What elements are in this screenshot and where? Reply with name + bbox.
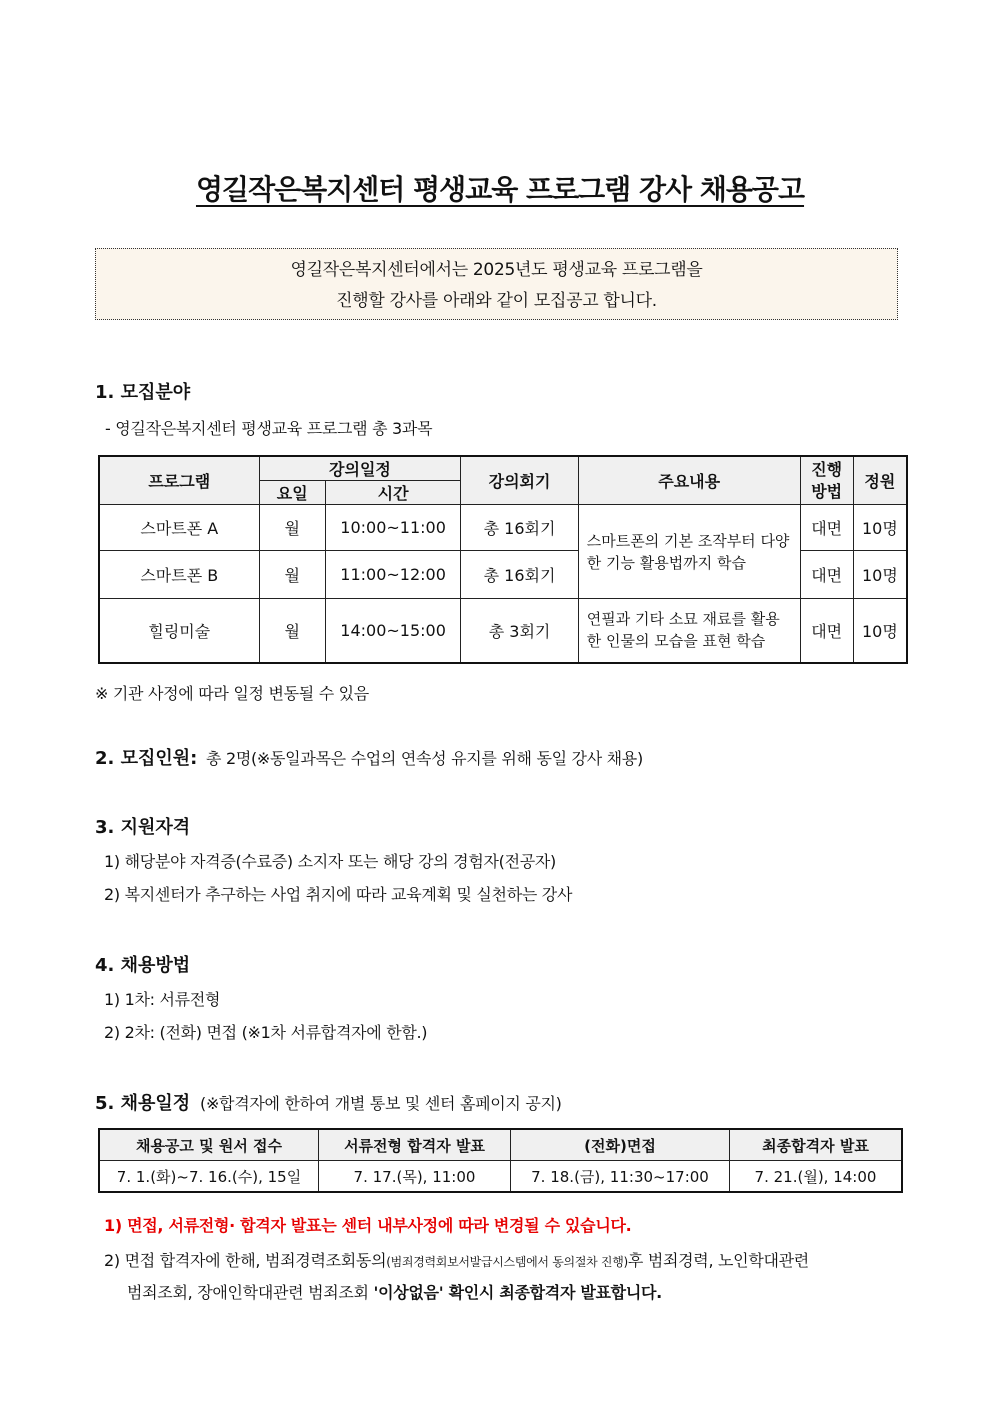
qualification-item: 1) 해당분야 자격증(수료증) 소지자 또는 해당 강의 경험자(전공자) <box>104 852 556 871</box>
cell-program: 스마트폰 B <box>99 551 259 599</box>
header-sessions: 강의회기 <box>461 456 578 505</box>
cell-time: 14:00~15:00 <box>325 599 461 663</box>
program-table <box>98 455 908 664</box>
schedule-header: (전화)면접 <box>511 1129 730 1161</box>
final-notice-c: 범죄조회, 장애인학대관련 범죄조회 <box>127 1283 374 1302</box>
method-item: 2) 2차: (전화) 면접 (※1차 서류합격자에 한함.) <box>104 1023 428 1042</box>
section-4-heading: 4. 채용방법 <box>95 955 191 976</box>
header-content: 주요내용 <box>578 456 800 505</box>
cell-method: 대면 <box>800 599 853 663</box>
cell-content-art: 연필과 기타 소묘 재료를 활용한 인물의 모습을 표현 학습 <box>578 599 800 663</box>
cell-sessions: 총 16회기 <box>461 551 578 599</box>
header-day: 요일 <box>259 481 325 505</box>
final-notice-line-2 <box>127 1280 662 1303</box>
cell-method: 대면 <box>800 505 853 551</box>
final-notice-small: (범죄경력회보서발급시스템에서 동의절차 진행) <box>386 1255 628 1269</box>
table-row <box>99 505 907 551</box>
cell-capacity: 10명 <box>853 551 907 599</box>
section-2-heading: 2. 모집인원: <box>95 748 198 769</box>
intro-box <box>95 248 898 320</box>
cell-day: 월 <box>259 599 325 663</box>
header-program: 프로그램 <box>99 456 259 505</box>
header-method: 진행 방법 <box>800 456 853 505</box>
cell-sessions: 총 3회기 <box>461 599 578 663</box>
schedule-value: 7. 18.(금), 11:30~17:00 <box>511 1161 730 1193</box>
page-title: 영길작은복지센터 평생교육 프로그램 강사 채용공고 <box>195 173 805 206</box>
cell-day: 월 <box>259 551 325 599</box>
schedule-value: 7. 17.(목), 11:00 <box>319 1161 511 1193</box>
cell-day: 월 <box>259 505 325 551</box>
cell-program: 힐링미술 <box>99 599 259 663</box>
section-2-text: 총 2명(※동일과목은 수업의 연속성 유지를 위해 동일 강사 채용) <box>206 749 643 768</box>
header-time: 시간 <box>325 481 461 505</box>
cell-content-smartphone: 스마트폰의 기본 조작부터 다양한 기능 활용법까지 학습 <box>578 505 800 599</box>
final-notice-line-1 <box>104 1248 809 1271</box>
schedule-value: 7. 1.(화)~7. 16.(수), 15일 <box>99 1161 319 1193</box>
cell-capacity: 10명 <box>853 599 907 663</box>
section-1-sub: - 영길작은복지센터 평생교육 프로그램 총 3과목 <box>105 419 433 438</box>
header-schedule: 강의일정 <box>259 456 461 481</box>
final-notice-bold: '이상없음' 확인시 최종합격자 발표합니다. <box>373 1283 662 1302</box>
section-5-heading-note: (※합격자에 한하여 개별 통보 및 센터 홈페이지 공지) <box>200 1094 562 1113</box>
cell-sessions: 총 16회기 <box>461 505 578 551</box>
schedule-note: ※ 기관 사정에 따라 일정 변동될 수 있음 <box>95 684 369 703</box>
cell-capacity: 10명 <box>853 505 907 551</box>
schedule-header: 채용공고 및 원서 접수 <box>99 1129 319 1161</box>
change-notice: 1) 면접, 서류전형· 합격자 발표는 센터 내부사정에 따라 변경될 수 있습니다. <box>104 1216 632 1235</box>
cell-time: 11:00~12:00 <box>325 551 461 599</box>
method-item: 1) 1차: 서류전형 <box>104 990 221 1009</box>
table-row <box>99 599 907 663</box>
cell-method: 대면 <box>800 551 853 599</box>
schedule-header: 서류전형 합격자 발표 <box>319 1129 511 1161</box>
section-5-heading: 5. 채용일정 <box>95 1093 191 1114</box>
schedule-value: 7. 21.(월), 14:00 <box>730 1161 903 1193</box>
header-capacity: 정원 <box>853 456 907 505</box>
intro-line-2: 진행할 강사를 아래와 같이 모집공고 합니다. <box>336 291 657 311</box>
section-1-heading: 1. 모집분야 <box>95 382 191 403</box>
recruit-schedule-table <box>98 1128 903 1193</box>
cell-program: 스마트폰 A <box>99 505 259 551</box>
section-3-heading: 3. 지원자격 <box>95 817 191 838</box>
cell-time: 10:00~11:00 <box>325 505 461 551</box>
qualification-item: 2) 복지센터가 추구하는 사업 취지에 따라 교육계획 및 실천하는 강사 <box>104 885 573 904</box>
intro-line-1: 영길작은복지센터에서는 2025년도 평생교육 프로그램을 <box>290 260 703 280</box>
schedule-header: 최종합격자 발표 <box>730 1129 903 1161</box>
final-notice-a: 2) 면접 합격자에 한해, 범죄경력조회동의 <box>104 1251 387 1270</box>
final-notice-b: 후 범죄경력, 노인학대관련 <box>627 1251 809 1270</box>
